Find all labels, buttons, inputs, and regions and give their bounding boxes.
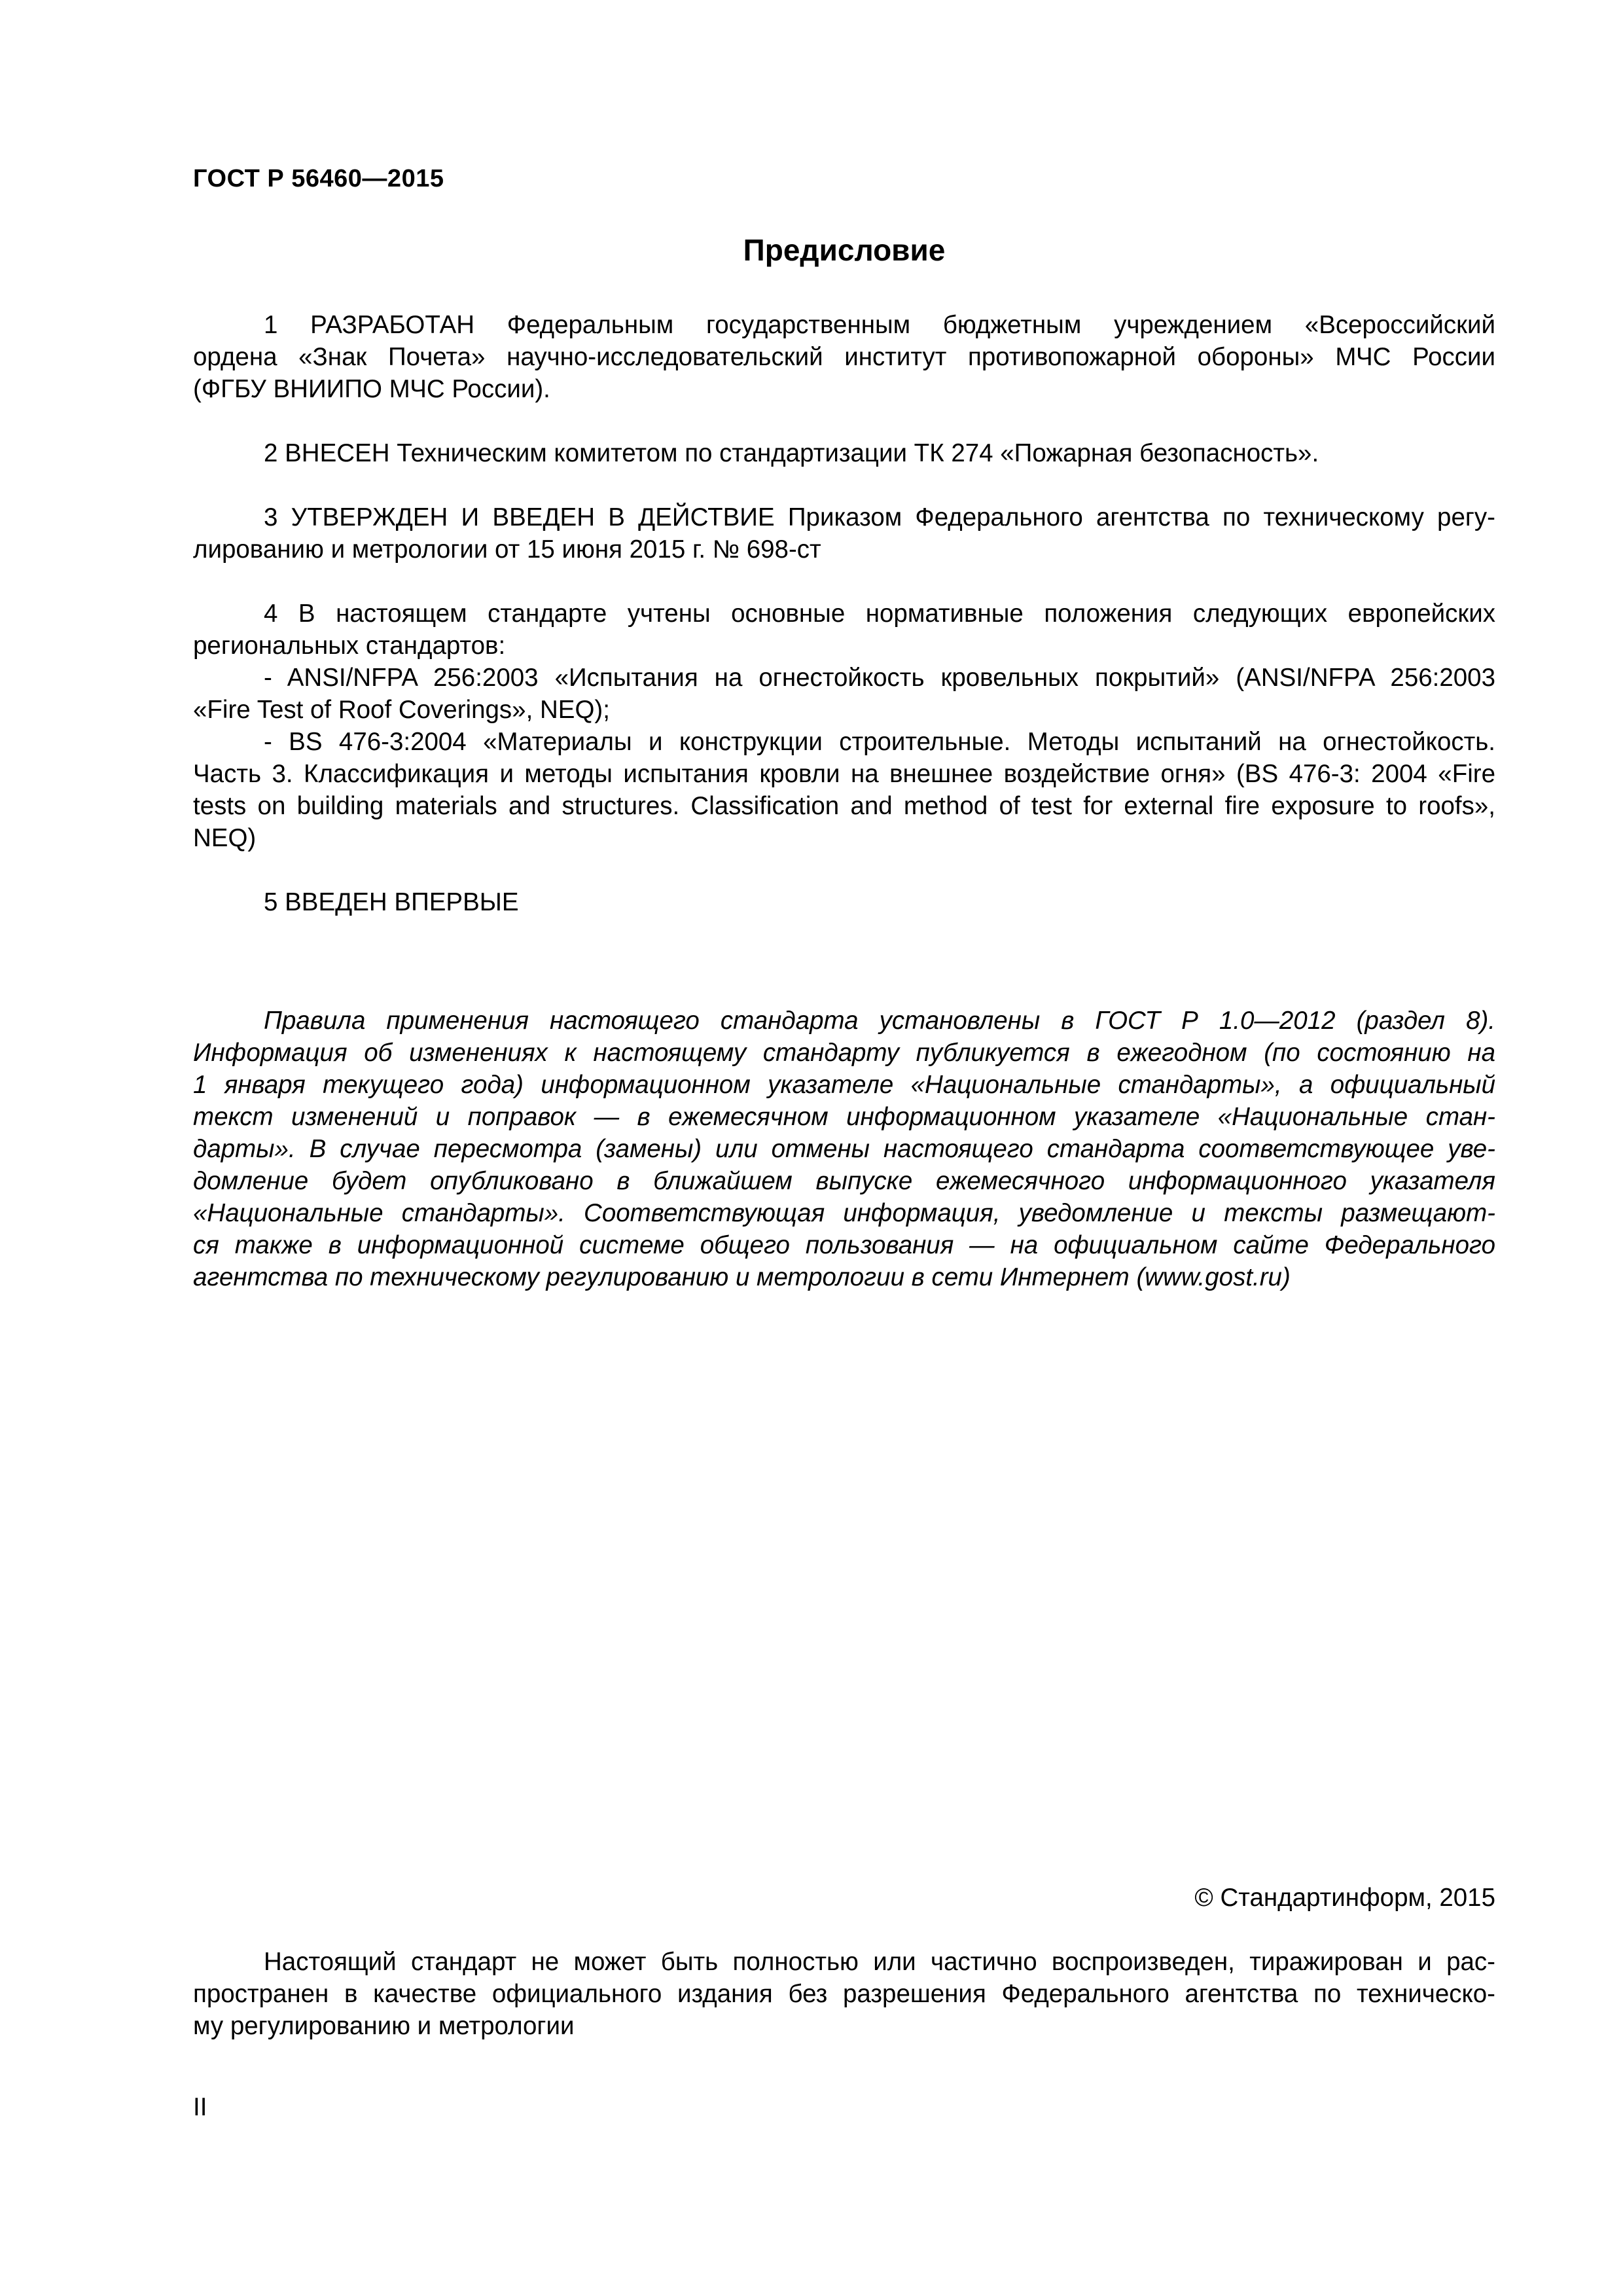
text-line: Часть 3. Классификация и методы испытания кровли на внешнее воздействие огня» (BS 476-3: 2004 «Fire: [193, 760, 1495, 788]
page-number: II: [193, 2093, 207, 2121]
foreword-item-1: [193, 309, 1495, 405]
text-line: Правила применения настоящего стандарта установлены в ГОСТ Р 1.0—2012 (раздел 8).: [264, 1007, 1495, 1035]
reproduction-notice: [193, 1946, 1495, 2042]
text-line: региональных стандартов:: [193, 632, 506, 660]
text-line: пространен в качестве официального издания без разрешения Федерального агентства по техническо-: [193, 1980, 1495, 2008]
text-line: 3 УТВЕРЖДЕН И ВВЕДЕН В ДЕЙСТВИЕ Приказом Федерального агентства по техническому регу-: [264, 503, 1495, 531]
standard-code: ГОСТ Р 56460—2015: [193, 165, 444, 192]
rules-notice: [193, 1005, 1495, 1293]
foreword-body: [193, 309, 1495, 918]
text-line: - ANSI/NFPA 256:2003 «Испытания на огнестойкость кровельных покрытий» (ANSI/NFPA 256:2003: [264, 664, 1495, 692]
text-line: 5 ВВЕДЕН ВПЕРВЫЕ: [264, 888, 519, 916]
text-line: - BS 476-3:2004 «Материалы и конструкции строительные. Методы испытаний на огнестойкость.: [264, 728, 1495, 756]
text-line: «Fire Test of Roof Coverings», NEQ);: [193, 696, 610, 724]
foreword-item-2: [193, 437, 1495, 469]
text-line: агентства по техническому регулированию и метрологии в сети Интернет (www.gost.ru): [193, 1263, 1291, 1291]
text-line: 4 В настоящем стандарте учтены основные нормативные положения следующих европейских: [264, 600, 1495, 628]
copyright: © Стандартинформ, 2015: [1194, 1884, 1495, 1912]
text-line: (ФГБУ ВНИИПО МЧС России).: [193, 375, 550, 403]
text-line: «Национальные стандарты». Соответствующая информация, уведомление и тексты размещают-: [193, 1199, 1495, 1227]
foreword-item-4: [193, 598, 1495, 854]
text-line: ся также в информационной системе общего пользования — на официальном сайте Федерального: [193, 1231, 1495, 1259]
text-line: му регулированию и метрологии: [193, 2012, 575, 2040]
page-title: Предисловие: [743, 233, 946, 267]
text-line: 2 ВНЕСЕН Техническим комитетом по стандартизации ТК 274 «Пожарная безопасность».: [264, 439, 1319, 467]
text-line: дарты». В случае пересмотра (замены) или отмены настоящего стандарта соответствующее уве-: [193, 1135, 1495, 1163]
foreword-item-3: [193, 501, 1495, 565]
text-line: 1 января текущего года) информационном указателе «Национальные стандарты», а официальный: [193, 1071, 1495, 1099]
text-line: текст изменений и поправок — в ежемесячном информационном указателе «Национальные стан-: [193, 1103, 1495, 1131]
text-line: Настоящий стандарт не может быть полностью или частично воспроизведен, тиражирован и рас-: [264, 1948, 1495, 1976]
text-line: лированию и метрологии от 15 июня 2015 г. № 698-ст: [193, 535, 821, 564]
text-line: tests on building materials and structures. Classification and method of test for external fire exposure to roofs»,: [193, 792, 1495, 820]
text-line: Информация об изменениях к настоящему стандарту публикуется в ежегодном (по состоянию на: [193, 1039, 1495, 1067]
foreword-item-5: [193, 886, 1495, 918]
text-line: 1 РАЗРАБОТАН Федеральным государственным бюджетным учреждением «Всероссийский: [264, 311, 1495, 339]
text-line: домление будет опубликовано в ближайшем выпуске ежемесячного информационного указателя: [193, 1167, 1495, 1195]
text-line: NEQ): [193, 824, 257, 852]
text-line: ордена «Знак Почета» научно-исследовательский институт противопожарной обороны» МЧС России: [193, 343, 1495, 371]
